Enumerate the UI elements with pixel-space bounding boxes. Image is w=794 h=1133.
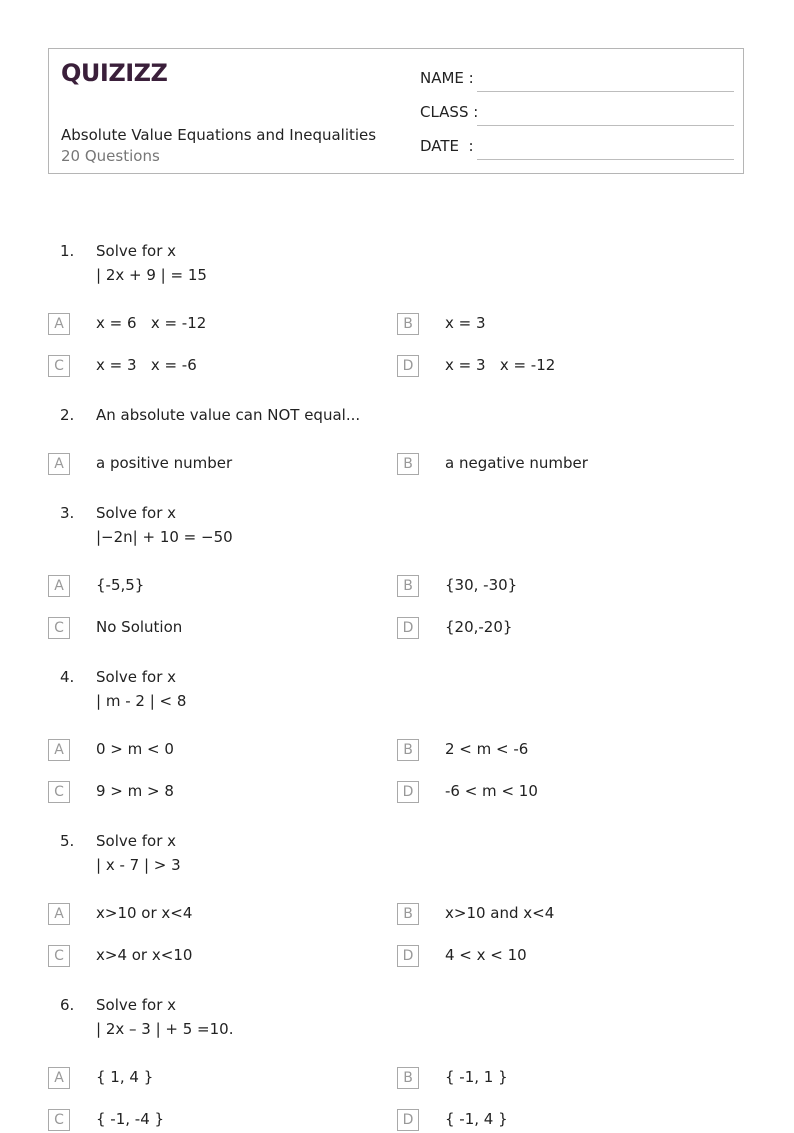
option-text: a positive number — [96, 454, 233, 472]
option-letter: A — [48, 903, 70, 925]
option-c[interactable] — [48, 945, 348, 969]
option-d[interactable] — [397, 781, 697, 805]
option-letter: A — [48, 739, 70, 761]
worksheet-header — [48, 48, 744, 174]
question-number: 5. — [60, 832, 75, 850]
date-field[interactable] — [420, 137, 734, 161]
question-number: 3. — [60, 504, 75, 522]
option-letter: D — [397, 355, 419, 377]
option-text: a negative number — [445, 454, 588, 472]
option-letter: B — [397, 575, 419, 597]
option-letter: C — [48, 945, 70, 967]
option-letter: C — [48, 781, 70, 803]
question-text: | x - 7 | > 3 — [96, 856, 181, 874]
option-letter: B — [397, 1067, 419, 1089]
option-d[interactable] — [397, 945, 697, 969]
option-c[interactable] — [48, 355, 348, 379]
option-b[interactable] — [397, 313, 697, 337]
question-text: An absolute value can NOT equal... — [96, 406, 361, 424]
option-text: x>4 or x<10 — [96, 946, 193, 964]
name-label: NAME : — [420, 69, 474, 87]
option-letter: B — [397, 313, 419, 335]
class-line[interactable] — [477, 125, 734, 126]
option-text: {30, -30} — [445, 576, 518, 594]
option-letter: B — [397, 453, 419, 475]
option-text: 4 < x < 10 — [445, 946, 527, 964]
option-d[interactable] — [397, 617, 697, 641]
option-text: x = 3 x = -12 — [445, 356, 556, 374]
class-field[interactable] — [420, 103, 734, 127]
option-text: {20,-20} — [445, 618, 513, 636]
name-field[interactable] — [420, 69, 734, 93]
option-b[interactable] — [397, 575, 697, 599]
option-letter: D — [397, 617, 419, 639]
class-label: CLASS : — [420, 103, 479, 121]
option-b[interactable] — [397, 453, 697, 477]
question-text: Solve for x — [96, 832, 177, 850]
option-d[interactable] — [397, 1109, 697, 1133]
date-label: DATE : — [420, 137, 474, 155]
question-number: 6. — [60, 996, 75, 1014]
date-line[interactable] — [477, 159, 734, 160]
option-letter: A — [48, 313, 70, 335]
option-a[interactable] — [48, 903, 348, 927]
question-text: Solve for x — [96, 996, 177, 1014]
question-number: 2. — [60, 406, 75, 424]
question-number: 4. — [60, 668, 75, 686]
option-text: { -1, -4 } — [96, 1110, 165, 1128]
option-letter: C — [48, 1109, 70, 1131]
question-text: |−2n| + 10 = −50 — [96, 528, 233, 546]
option-c[interactable] — [48, 1109, 348, 1133]
option-text: 2 < m < -6 — [445, 740, 529, 758]
option-d[interactable] — [397, 355, 697, 379]
option-letter: D — [397, 945, 419, 967]
option-text: x = 6 x = -12 — [96, 314, 207, 332]
name-line[interactable] — [477, 91, 734, 92]
quizizz-logo: QUIZIZZ — [61, 59, 168, 87]
option-text: x = 3 — [445, 314, 486, 332]
question-count: 20 Questions — [61, 147, 160, 165]
option-text: 0 > m < 0 — [96, 740, 174, 758]
option-text: {-5,5} — [96, 576, 145, 594]
option-text: x>10 or x<4 — [96, 904, 193, 922]
option-a[interactable] — [48, 575, 348, 599]
option-c[interactable] — [48, 781, 348, 805]
option-text: No Solution — [96, 618, 183, 636]
option-a[interactable] — [48, 313, 348, 337]
option-letter: A — [48, 575, 70, 597]
option-a[interactable] — [48, 453, 348, 477]
question-text: Solve for x — [96, 242, 177, 260]
question-number: 1. — [60, 242, 75, 260]
option-text: -6 < m < 10 — [445, 782, 538, 800]
option-letter: C — [48, 617, 70, 639]
option-a[interactable] — [48, 1067, 348, 1091]
option-c[interactable] — [48, 617, 348, 641]
question-text: Solve for x — [96, 504, 177, 522]
option-letter: A — [48, 453, 70, 475]
question-text: | 2x + 9 | = 15 — [96, 266, 207, 284]
question-text: | 2x – 3 | + 5 =10. — [96, 1020, 234, 1038]
worksheet-title: Absolute Value Equations and Inequalities — [61, 126, 377, 144]
option-letter: A — [48, 1067, 70, 1089]
option-a[interactable] — [48, 739, 348, 763]
option-letter: D — [397, 1109, 419, 1131]
option-b[interactable] — [397, 739, 697, 763]
option-b[interactable] — [397, 903, 697, 927]
option-b[interactable] — [397, 1067, 697, 1091]
option-text: 9 > m > 8 — [96, 782, 174, 800]
question-text: | m - 2 | < 8 — [96, 692, 187, 710]
option-letter: C — [48, 355, 70, 377]
option-letter: B — [397, 739, 419, 761]
option-text: { -1, 1 } — [445, 1068, 508, 1086]
option-text: { -1, 4 } — [445, 1110, 508, 1128]
option-text: x>10 and x<4 — [445, 904, 555, 922]
option-text: x = 3 x = -6 — [96, 356, 197, 374]
option-text: { 1, 4 } — [96, 1068, 154, 1086]
option-letter: D — [397, 781, 419, 803]
question-text: Solve for x — [96, 668, 177, 686]
option-letter: B — [397, 903, 419, 925]
